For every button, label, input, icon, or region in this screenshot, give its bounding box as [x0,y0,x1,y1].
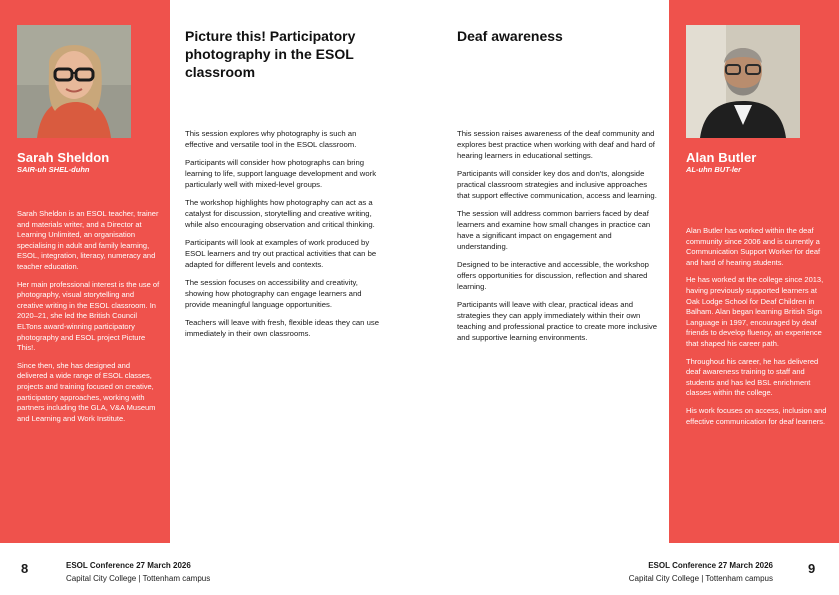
session-deaf-awareness [457,27,657,342]
speaker-bio-sarah [17,209,160,431]
bio-paragraph: Sarah Sheldon is an ESOL teacher, trainer and materials writer, and a Director at Learning Unlimited, an organisation specialising in adult and family learning, ESOL, integration, literacy, numeracy and teacher education. [17,209,159,271]
session-paragraph: Designed to be interactive and accessible, the workshop offers opportunities for discussion, reflection and shared learning. [457,260,649,291]
session-picture-this [185,27,385,338]
session-paragraph: Teachers will leave with fresh, flexible ideas they can use immediately in their own classrooms. [185,318,379,338]
session-paragraph: This session raises awareness of the deaf community and explores best practice when working with deaf and hard of hearing learners in educational settings. [457,129,655,160]
conference-title-right: ESOL Conference 27 March 2026 [648,561,773,570]
speaker-pronunciation-alan: AL-uhn BUT-ler [686,165,741,174]
session-paragraph: The workshop highlights how photography can act as a catalyst for discussion, storytelling and creative writing, while also encouraging observation and critical thinking. [185,198,375,229]
left-speaker-panel [0,0,170,543]
page-footer [0,543,839,595]
session-description [185,128,385,346]
conference-title-left: ESOL Conference 27 March 2026 [66,561,191,570]
speaker-name-sarah: Sarah Sheldon [17,150,110,165]
session-paragraph: Participants will consider key dos and don'ts, alongside practical classroom strategies and inclusive approaches that support effective communication, access and learning. [457,169,657,200]
speaker-photo-sarah [17,25,131,138]
bio-paragraph: His work focuses on access, inclusion and effective communication for deaf learners. [686,405,827,426]
portrait-illustration [17,25,131,138]
bio-paragraph: Alan Butler has worked within the deaf community since 2006 and is currently a Communication Support Worker for deaf and hard of hearing students. [686,226,821,267]
speaker-bio-alan [686,226,829,434]
campus-line-right: Capital City College | Tottenham campus [628,574,773,583]
session-title: Deaf awareness [457,28,563,44]
bio-paragraph: He has worked at the college since 2013, having previously supported learners at Oak Lodge School for Deaf Children in Balham. Alan began learning British Sign Language in 1997, encouraged by deaf friends to develop fluency, an experience that shaped his career path. [686,275,824,348]
session-paragraph: Participants will leave with clear, practical ideas and strategies they can apply immediately within their own teaching and professional practice to create more inclusive and supportive learning environments. [457,300,657,342]
portrait-illustration [686,25,800,138]
page-number-right: 9 [808,561,816,576]
bio-paragraph: Her main professional interest is the use of photography, visual storytelling and creative writing in the ESOL classroom. In 2020–21, she led the British Council ELTons award-winning participatory photography and ESOL project Picture This!. [17,279,160,353]
campus-line-left: Capital City College | Tottenham campus [66,574,211,583]
session-title: Picture this! Participatory photography in the ESOL classroom [185,28,356,80]
bio-paragraph: Since then, she has designed and delivered a wide range of ESOL classes, projects and training focused on creative, participatory approaches, working with partners including the GLA, V&A Museum and Learning and Work Institute. [17,360,156,423]
session-paragraph: Participants will look at examples of work produced by ESOL learners and try out practical activities that can be adapted for different levels and contexts. [185,238,377,269]
bio-paragraph: Throughout his career, he has delivered deaf awareness training to staff and students and has led BSL enrichment classes within the college. [686,356,819,398]
speaker-name-alan: Alan Butler [686,150,757,165]
page-number-left: 8 [21,561,29,576]
session-description [457,128,657,350]
speaker-pronunciation-sarah: SAIR-uh SHEL-duhn [17,165,90,174]
session-paragraph: The session focuses on accessibility and creativity, showing how photography can engage learners and provide meaningful language opportunities. [185,278,362,309]
session-paragraph: This session explores why photography is such an effective and versatile tool in the ESOL classroom. [185,129,357,149]
right-speaker-panel [669,0,839,543]
speaker-photo-alan [686,25,800,138]
session-paragraph: The session will address common barriers faced by deaf learners and examine how small changes in practice can have a significant impact on engagement and understanding. [457,209,651,251]
session-paragraph: Participants will consider how photographs can bring learning to life, support language development and work particularly well with mixed-level groups. [185,158,377,189]
